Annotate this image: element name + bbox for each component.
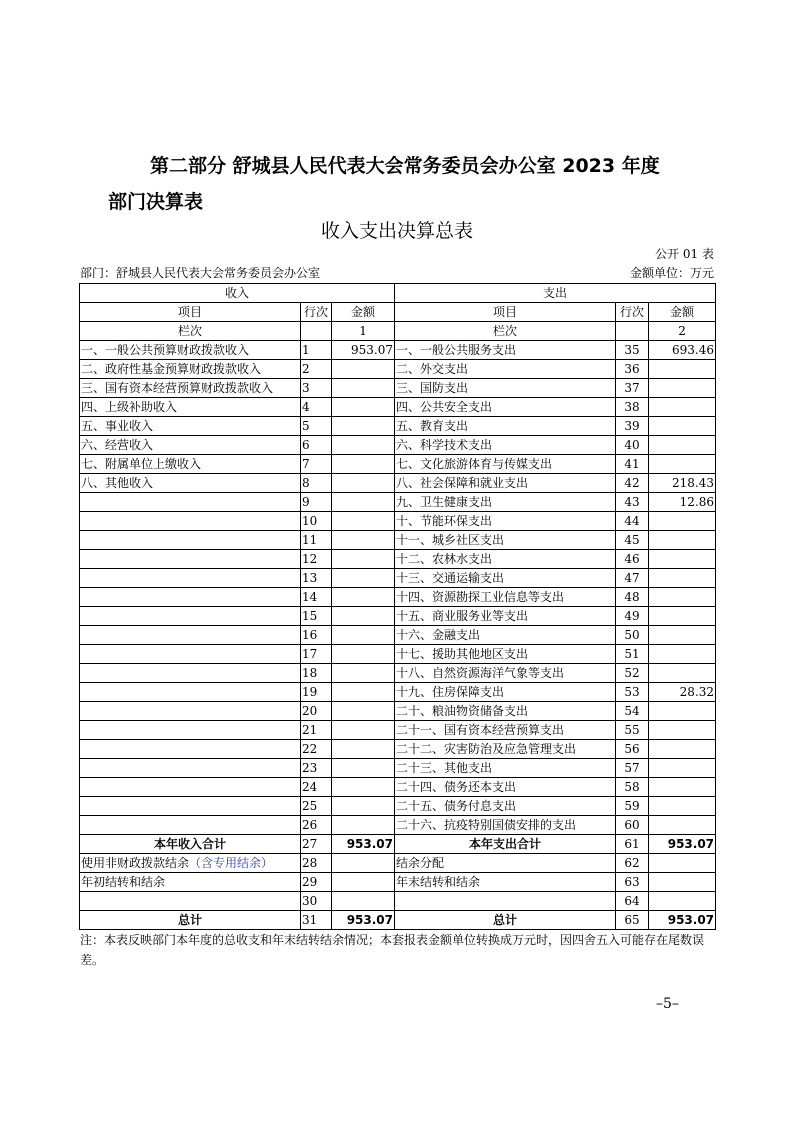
income-row-no: 2 [301,360,332,379]
table-row [80,873,716,892]
expense-amount [649,740,716,759]
expense-row-no: 53 [616,683,649,702]
income-item [80,626,301,645]
income-item [80,607,301,626]
income-row-no: 13 [301,569,332,588]
expense-amount [649,797,716,816]
column-number-row [80,322,716,341]
expense-amount: 28.32 [649,683,716,702]
section-subheading: 部门决算表 [108,191,204,213]
expense-amount [649,873,716,892]
table-row [80,417,716,436]
expense-item: 二、外交支出 [395,360,616,379]
income-row-no: 3 [301,379,332,398]
expense-amount [649,417,716,436]
income-amount [332,740,395,759]
expense-row-no: 57 [616,759,649,778]
expense-amount [649,664,716,683]
expense-amount [649,455,716,474]
table-meta [80,264,714,282]
expense-item: 十九、住房保障支出 [395,683,616,702]
expense-item: 五、教育支出 [395,417,616,436]
expense-item: 三、国防支出 [395,379,616,398]
income-total-label: 总计 [80,911,301,930]
income-amount [332,512,395,531]
expense-item: 十四、资源勘探工业信息等支出 [395,588,616,607]
income-amount [332,436,395,455]
expense-item [395,892,616,911]
expense-subtotal-amount: 953.07 [649,835,716,854]
income-item: 六、经营收入 [80,436,301,455]
expense-item: 二十四、债务还本支出 [395,778,616,797]
expense-row-no: 43 [616,493,649,512]
income-row-no: 8 [301,474,332,493]
expense-row-no: 35 [616,341,649,360]
expense-row-no: 47 [616,569,649,588]
expense-row-no: 54 [616,702,649,721]
expense-total-label: 总计 [395,911,616,930]
expense-item: 二十、粮油物资储备支出 [395,702,616,721]
income-item: 四、上级补助收入 [80,398,301,417]
income-row-no: 11 [301,531,332,550]
expense-row-no: 39 [616,417,649,436]
table-code: 公开 01 表 [655,247,714,261]
expense-amount [649,721,716,740]
expense-amount [649,512,716,531]
expense-row-no: 50 [616,626,649,645]
income-item [80,873,301,892]
income-amount [332,588,395,607]
income-item: 五、事业收入 [80,417,301,436]
expense-item: 十八、自然资源海洋气象等支出 [395,664,616,683]
expense-item: 二十五、债务付息支出 [395,797,616,816]
table-row [80,759,716,778]
income-rowno-header: 行次 [301,303,332,322]
income-row-no: 19 [301,683,332,702]
income-amount [332,417,395,436]
expense-item: 八、社会保障和就业支出 [395,474,616,493]
income-amount: 953.07 [332,341,395,360]
income-row-no: 25 [301,797,332,816]
income-row-no: 6 [301,436,332,455]
income-subtotal-amount: 953.07 [332,835,395,854]
expense-item: 十三、交通运输支出 [395,569,616,588]
income-amount [332,664,395,683]
income-amount [332,379,395,398]
expense-item: 十七、援助其他地区支出 [395,645,616,664]
expense-item: 二十二、灾害防治及应急管理支出 [395,740,616,759]
income-amount [332,398,395,417]
section-heading: 第二部分 舒城县人民代表大会常务委员会办公室 2023 年度 [150,155,660,177]
expense-item: 年末结转和结余 [395,873,616,892]
table-row [80,588,716,607]
expense-total-row-no: 65 [616,911,649,930]
income-amount [332,626,395,645]
table-row [80,740,716,759]
expense-item: 七、文化旅游体育与传媒支出 [395,455,616,474]
income-expense-table [79,283,716,930]
income-item: 八、其他收入 [80,474,301,493]
income-row-no: 5 [301,417,332,436]
expense-amount [649,702,716,721]
expense-item: 十、节能环保支出 [395,512,616,531]
income-item [80,512,301,531]
table-row [80,569,716,588]
expense-item: 十二、农林水支出 [395,550,616,569]
income-row-no: 1 [301,341,332,360]
table-row [80,626,716,645]
income-amount [332,607,395,626]
income-item: 七、附属单位上缴收入 [80,455,301,474]
income-item-text: 使用非财政拨款结余 [81,856,190,870]
expense-amount [649,645,716,664]
expense-amount [649,550,716,569]
empty-cell [616,322,649,341]
table-row [80,550,716,569]
expense-amount [649,759,716,778]
expense-item: 结余分配 [395,854,616,873]
income-amount [332,569,395,588]
income-row-no: 30 [301,892,332,911]
income-amount [332,702,395,721]
expense-row-no: 36 [616,360,649,379]
income-item [80,645,301,664]
income-item [80,683,301,702]
expense-row-no: 41 [616,455,649,474]
income-item [80,797,301,816]
expense-amount: 693.46 [649,341,716,360]
income-item [80,569,301,588]
expense-row-no: 44 [616,512,649,531]
income-amount [332,455,395,474]
table-row [80,379,716,398]
income-item [80,740,301,759]
table-row [80,512,716,531]
table-row [80,797,716,816]
total-row [80,911,716,930]
expense-item: 十五、商业服务业等支出 [395,607,616,626]
table-row [80,664,716,683]
table-row [80,645,716,664]
unit-label: 金额单位：万元 [629,266,714,280]
income-row-no: 15 [301,607,332,626]
column-header-row [80,303,716,322]
table-row [80,455,716,474]
income-row-no: 20 [301,702,332,721]
income-amount-header: 金额 [332,303,395,322]
expense-amount [649,816,716,835]
expense-item: 十一、城乡社区支出 [395,531,616,550]
income-amount [332,873,395,892]
income-amount [332,759,395,778]
income-row-no: 4 [301,398,332,417]
income-column-no: 1 [332,322,395,341]
income-amount [332,797,395,816]
income-item [80,664,301,683]
income-row-no: 10 [301,512,332,531]
expense-row-no: 52 [616,664,649,683]
subtotal-row [80,835,716,854]
income-item: 二、政府性基金预算财政拨款收入 [80,360,301,379]
expense-item: 二十六、抗疫特别国债安排的支出 [395,816,616,835]
department-label: 部门：舒城县人民代表大会常务委员会办公室 [80,266,321,280]
expense-row-no: 51 [616,645,649,664]
income-row-no: 14 [301,588,332,607]
income-item [80,759,301,778]
table-row [80,778,716,797]
expense-row-no: 59 [616,797,649,816]
income-amount [332,816,395,835]
income-item [80,550,301,569]
expense-amount [649,398,716,417]
expense-row-no: 49 [616,607,649,626]
expense-row-no: 45 [616,531,649,550]
expense-item: 二十一、国有资本经营预算支出 [395,721,616,740]
income-amount [332,645,395,664]
expense-item: 十六、金融支出 [395,626,616,645]
expense-row-no: 63 [616,873,649,892]
income-amount [332,683,395,702]
group-header-row [80,284,716,303]
income-column-label: 栏次 [80,322,301,341]
expense-row-no: 48 [616,588,649,607]
expense-item-header: 项目 [395,303,616,322]
income-item-header: 项目 [80,303,301,322]
income-row-no: 29 [301,873,332,892]
expense-amount [649,531,716,550]
expense-row-no: 37 [616,379,649,398]
expense-item: 九、卫生健康支出 [395,493,616,512]
income-row-no: 16 [301,626,332,645]
expense-amount [649,892,716,911]
income-row-no: 21 [301,721,332,740]
expense-item: 一、一般公共服务支出 [395,341,616,360]
income-item [80,778,301,797]
expense-amount [649,436,716,455]
table-row [80,892,716,911]
expense-row-no: 38 [616,398,649,417]
income-amount [332,550,395,569]
income-item [80,721,301,740]
income-row-no: 28 [301,854,332,873]
expense-amount [649,607,716,626]
income-item [80,892,301,911]
expense-row-no: 60 [616,816,649,835]
income-amount [332,892,395,911]
income-row-no: 12 [301,550,332,569]
table-title: 收入支出决算总表 [320,220,473,242]
expense-amount [649,588,716,607]
income-item [80,493,301,512]
expense-row-no: 64 [616,892,649,911]
income-subtotal-row-no: 27 [301,835,332,854]
income-row-no: 9 [301,493,332,512]
income-total-row-no: 31 [301,911,332,930]
expense-row-no: 58 [616,778,649,797]
income-item-note: （含专用结余） [189,856,274,870]
table-row [80,493,716,512]
income-subtotal-label: 本年收入合计 [80,835,301,854]
table-row [80,721,716,740]
expense-amount [649,360,716,379]
income-item [80,702,301,721]
income-amount [332,854,395,873]
expense-row-no: 55 [616,721,649,740]
income-row-no: 26 [301,816,332,835]
expense-amount [649,379,716,398]
expense-group-header: 支出 [395,284,716,303]
table-row [80,531,716,550]
expense-amount [649,569,716,588]
table-row [80,360,716,379]
expense-column-label: 栏次 [395,322,616,341]
income-amount [332,474,395,493]
expense-amount-header: 金额 [649,303,716,322]
table-row [80,398,716,417]
income-row-no: 18 [301,664,332,683]
table-row [80,816,716,835]
expense-column-no: 2 [649,322,716,341]
income-row-no: 17 [301,645,332,664]
income-row-no: 22 [301,740,332,759]
income-item: 三、国有资本经营预算财政拨款收入 [80,379,301,398]
expense-item: 六、科学技术支出 [395,436,616,455]
expense-subtotal-row-no: 61 [616,835,649,854]
empty-cell [301,322,332,341]
income-item [80,854,301,873]
income-group-header: 收入 [80,284,395,303]
expense-item: 四、公共安全支出 [395,398,616,417]
table-row [80,436,716,455]
table-row [80,702,716,721]
income-item [80,588,301,607]
table-row [80,683,716,702]
income-row-no: 23 [301,759,332,778]
expense-row-no: 62 [616,854,649,873]
expense-row-no: 46 [616,550,649,569]
table-row [80,854,716,873]
table-row [80,341,716,360]
expense-total-amount: 953.07 [649,911,716,930]
income-amount [332,721,395,740]
income-item [80,816,301,835]
table-row [80,474,716,493]
income-item-text: 年初结转和结余 [81,875,166,889]
income-amount [332,531,395,550]
expense-amount [649,626,716,645]
income-item [80,531,301,550]
income-amount [332,493,395,512]
expense-amount [649,854,716,873]
income-row-no: 7 [301,455,332,474]
page-number: –5– [656,996,679,1012]
expense-row-no: 42 [616,474,649,493]
expense-row-no: 40 [616,436,649,455]
expense-row-no: 56 [616,740,649,759]
table-footnote: 注：本表反映部门本年度的总收支和年末结转结余情况；本套报表金额单位转换成万元时，因四舍五入可能存在尾数误差。 [80,933,705,967]
expense-amount: 12.86 [649,493,716,512]
income-amount [332,778,395,797]
expense-item: 二十三、其他支出 [395,759,616,778]
income-item: 一、一般公共预算财政拨款收入 [80,341,301,360]
income-total-amount: 953.07 [332,911,395,930]
expense-subtotal-label: 本年支出合计 [395,835,616,854]
income-amount [332,360,395,379]
expense-amount [649,778,716,797]
income-row-no: 24 [301,778,332,797]
table-row [80,607,716,626]
expense-rowno-header: 行次 [616,303,649,322]
expense-amount: 218.43 [649,474,716,493]
